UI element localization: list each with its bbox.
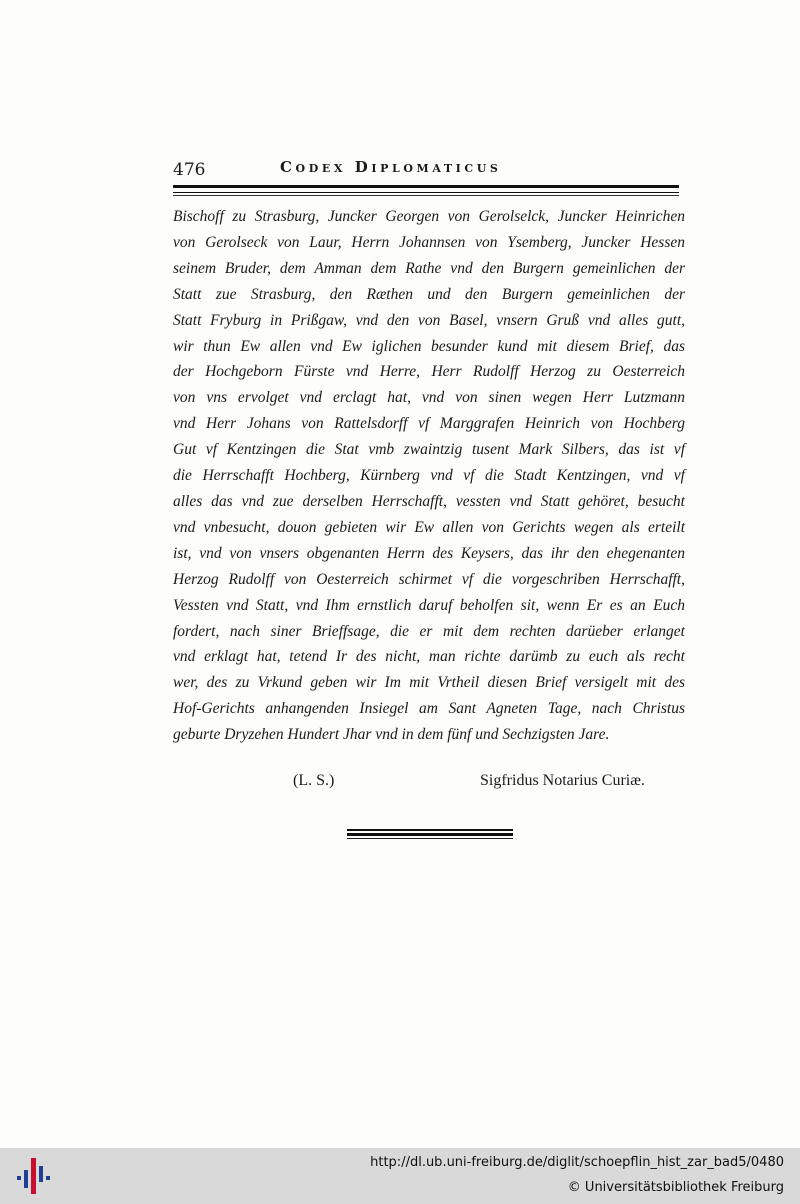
header-rule [173,185,679,188]
text-line: Bischoff zu Strasburg, Juncker Georgen von Gerolselck, Juncker Heinrichen [173,208,685,225]
text-line: fordert, nach siner Brieffsage, die er mit dem rechten darüeber erlanget [173,622,685,640]
text-line: Gut vf Kentzingen die Stat vmb zwaintzig tusent Mark Silbers, das ist vf [173,441,685,459]
text-line: die Herrschafft Hochberg, Kürnberg vnd vf die Stadt Kentzingen, vnd vf [173,467,685,485]
end-rule [347,829,513,831]
text-line: Hof-Gerichts anhangenden Insiegel am Sant Agneten Tage, nach Christus [173,700,685,718]
seal-mark: (L. S.) [293,772,335,789]
signatory: Sigfridus Notarius Curiæ. [480,772,645,789]
text-line: vnd erklagt hat, tetend Ir des nicht, man richte darümb zu euch als recht [173,648,685,666]
text-line: wir thun Ew allen vnd Ew iglichen besunder kund mit diesem Brief, das [173,337,685,355]
text-line: Statt zue Strasburg, den Ræthen und den Burgern gemeinlichen der [173,285,685,303]
end-rule-thick [347,833,513,836]
text-line: vnd vnbesucht, douon gebieten wir Ew allen von Gerichts wegen als erteilt [173,518,685,536]
text-line: von vns ervolget vnd erclagt hat, vnd von sinen wegen Herr Lutzmann [173,389,685,407]
text-line: Vessten vnd Statt, vnd Ihm ernstlich daruf beholfen sit, wenn Er es an Euch [173,596,685,614]
text-line: von Gerolseck von Laur, Herrn Johannsen von Ysemberg, Juncker Hessen [173,233,685,251]
charter-text [173,204,685,748]
text-line: der Hochgeborn Fürste vnd Herre, Herr Rudolff Herzog zu Oesterreich [173,363,685,381]
viewer-footer [0,1148,800,1204]
text-line: Herzog Rudolff von Oesterreich schirmet vf die vorgeschriben Herrschafft, [173,570,685,588]
text-line: ist, vnd von vnsers obgenanten Herrn des Keysers, das ihr den ehegenanten [173,544,685,562]
running-head: Codex Diplomaticus [280,158,502,176]
text-line: wer, des zu Vrkund geben wir Im mit Vrtheil diesen Brief versigelt mit des [173,674,685,692]
library-logo-icon[interactable] [14,1156,54,1196]
text-line: seinem Bruder, dem Amman dem Rathe vnd den Burgern gemeinlichen der [173,259,685,277]
text-line: vnd Herr Johans von Rattelsdorff vf Marggrafen Heinrich von Hochberg [173,415,685,433]
text-line: Statt Fryburg in Prißgaw, vnd den von Basel, vnsern Gruß vnd alles gutt, [173,311,685,329]
end-rule-thin [347,838,513,839]
copyright-notice: © Universitätsbibliothek Freiburg [567,1180,784,1195]
header-rule-thin [173,192,679,193]
text-line: geburte Dryzehen Hundert Jhar vnd in dem fünf und Sechzigsten Jare. [173,726,610,744]
text-line: alles das vnd zue derselben Herrschafft, vessten vnd Statt gehöret, besucht [173,492,685,510]
header-rule-thin-2 [173,195,679,196]
page-number: 476 [173,160,206,180]
permalink[interactable]: http://dl.ub.uni-freiburg.de/diglit/schoepflin_hist_zar_bad5/0480 [370,1155,784,1170]
